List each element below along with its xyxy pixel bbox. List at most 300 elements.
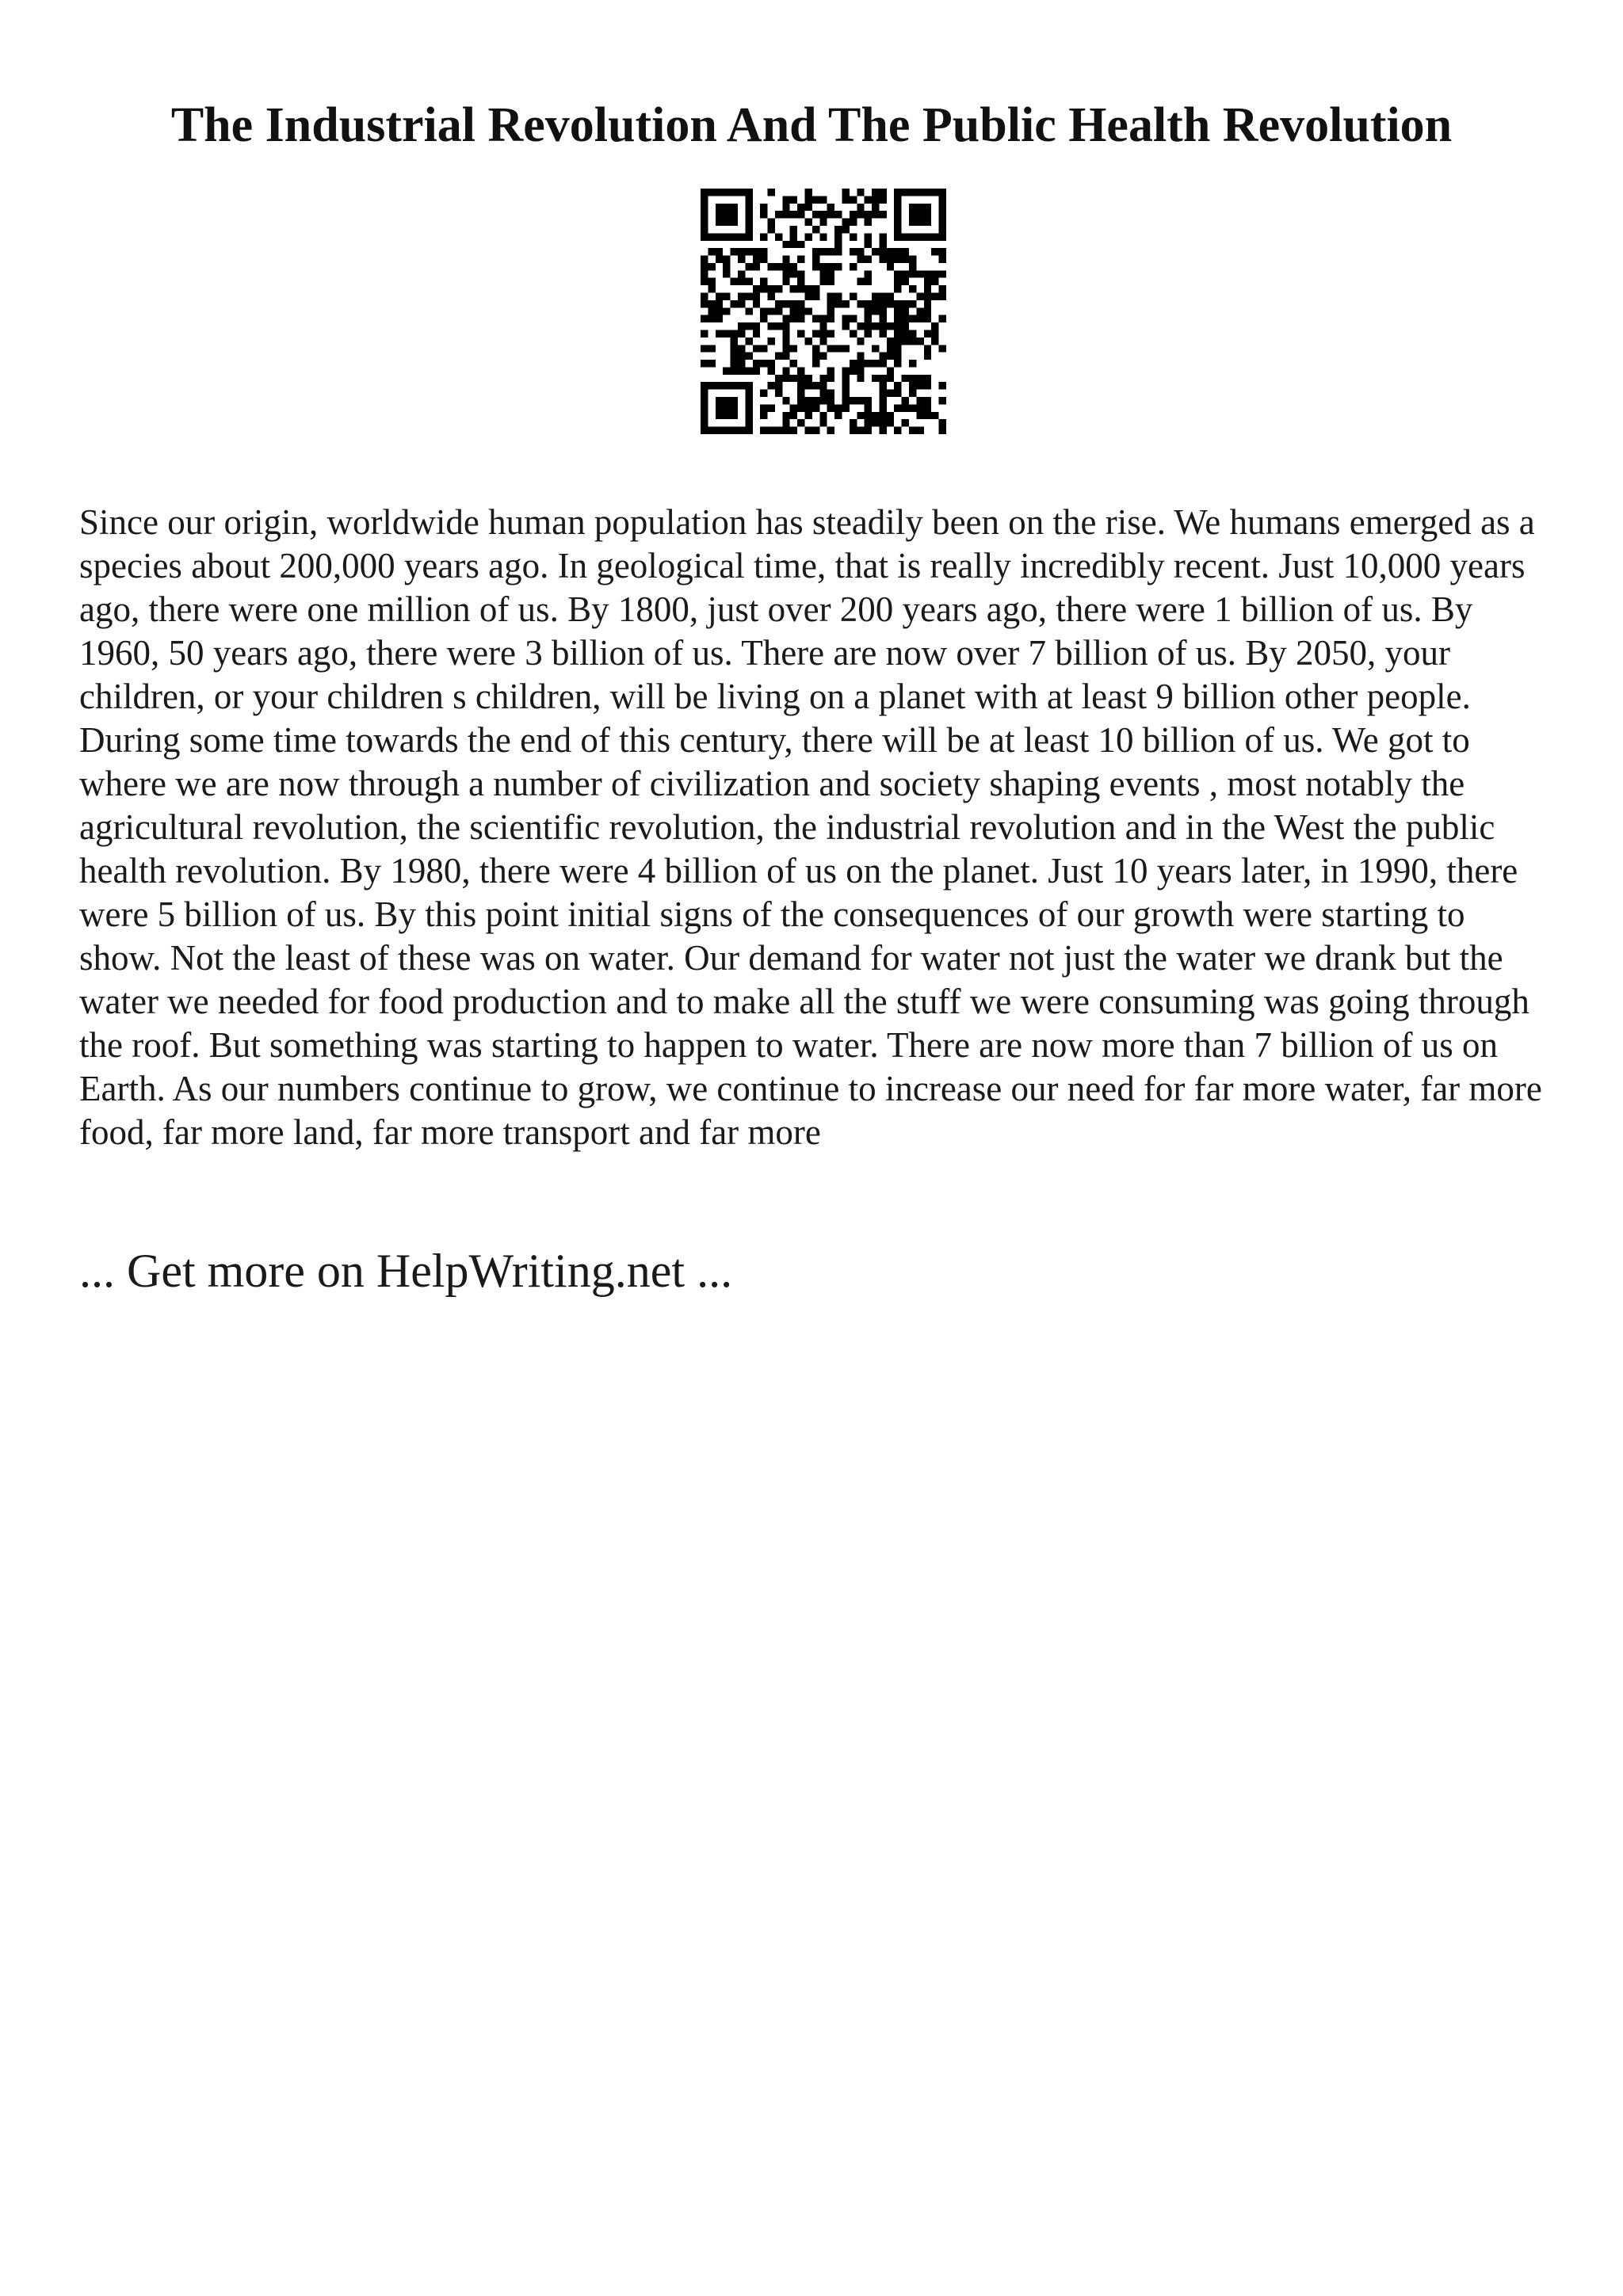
qr-module [842,226,849,233]
qr-module [738,322,745,330]
qr-module [701,196,708,203]
qr-module [701,397,708,404]
qr-module [723,270,730,277]
qr-module [865,412,872,419]
qr-module [924,382,931,389]
qr-module [924,412,931,419]
qr-module [924,204,931,211]
qr-module [902,397,909,404]
qr-module [857,322,864,330]
qr-module [782,419,789,426]
qr-module [708,278,715,285]
qr-module [716,315,723,322]
qr-module [819,211,827,218]
qr-module [819,196,827,203]
qr-module [850,233,857,240]
qr-module [902,270,909,277]
qr-module [924,315,931,322]
qr-module [894,345,901,352]
qr-module [701,345,708,352]
qr-module [745,196,752,203]
qr-module [716,412,723,419]
qr-module [819,322,827,330]
qr-module [887,412,894,419]
qr-module [887,353,894,360]
qr-module [731,360,738,367]
qr-module [745,278,752,285]
qr-module [768,226,775,233]
qr-module [782,375,789,382]
qr-module [782,427,789,434]
qr-module [872,375,879,382]
qr-module [850,248,857,255]
qr-module [894,360,901,367]
qr-module [716,307,723,315]
qr-module [939,204,946,211]
qr-module [768,404,775,411]
qr-module [939,270,946,277]
qr-module [865,307,872,315]
qr-module [834,211,842,218]
qr-module [738,427,745,434]
qr-module [909,360,916,367]
qr-module [924,397,931,404]
qr-module [916,397,923,404]
qr-module [782,345,789,352]
qr-module [812,427,819,434]
qr-module [768,427,775,434]
qr-module [916,293,923,300]
qr-module [879,382,886,389]
qr-module [805,375,812,382]
qr-module [701,293,708,300]
qr-module [716,189,723,196]
qr-module [924,293,931,300]
qr-code-graphic [701,189,946,434]
qr-module [716,256,723,263]
qr-module [842,345,849,352]
qr-module [775,382,782,389]
qr-module [797,330,804,337]
qr-module [797,270,804,277]
qr-module [745,419,752,426]
qr-module [879,412,886,419]
qr-module [894,330,901,337]
qr-module [716,330,723,337]
qr-module [827,263,834,270]
qr-module [701,270,708,277]
qr-module [805,307,812,315]
qr-module [887,367,894,374]
qr-module [782,241,789,248]
qr-module [701,315,708,322]
qr-module [760,360,767,367]
qr-module [909,285,916,292]
qr-module [723,293,730,300]
qr-module [827,330,834,337]
qr-module [753,293,760,300]
qr-module [819,382,827,389]
qr-module [790,241,797,248]
qr-module [916,307,923,315]
qr-module [909,315,916,322]
qr-module [738,353,745,360]
qr-module [865,256,872,263]
qr-module [902,338,909,345]
qr-module [731,397,738,404]
qr-module [790,300,797,307]
qr-module [939,189,946,196]
qr-module [716,248,723,255]
qr-module [931,338,938,345]
qr-module [797,307,804,315]
qr-module [827,204,834,211]
qr-module [797,367,804,374]
qr-module [865,219,872,226]
qr-module [819,263,827,270]
document-title: The Industrial Revolution And The Public Health Revolution [170,98,1453,152]
qr-module [842,382,849,389]
qr-module [753,322,760,330]
qr-module [842,322,849,330]
qr-module [753,330,760,337]
qr-module [939,397,946,404]
qr-module [745,293,752,300]
qr-module [827,427,834,434]
qr-module [924,189,931,196]
qr-module [745,397,752,404]
qr-module [850,263,857,270]
qr-module [701,412,708,419]
qr-module [797,397,804,404]
qr-module [924,307,931,315]
qr-module [819,270,827,277]
qr-module [887,338,894,345]
qr-module [916,375,923,382]
qr-module [708,307,715,315]
qr-module [909,300,916,307]
qr-module [775,322,782,330]
qr-module [716,397,723,404]
qr-module [782,353,789,360]
qr-module [708,233,715,240]
qr-module [872,307,879,315]
qr-module [768,338,775,345]
qr-module [731,353,738,360]
qr-module [731,248,738,255]
qr-module [902,307,909,315]
qr-module [731,233,738,240]
qr-module [797,211,804,218]
qr-module [738,248,745,255]
qr-module [924,330,931,337]
qr-module [902,300,909,307]
qr-module [768,360,775,367]
qr-module [819,338,827,345]
qr-module [827,278,834,285]
qr-module [827,293,834,300]
qr-module [827,367,834,374]
qr-module [857,353,864,360]
qr-module [760,278,767,285]
qr-module [812,256,819,263]
qr-module [797,404,804,411]
qr-module [909,330,916,337]
qr-module [939,315,946,322]
qr-module [857,360,864,367]
qr-module [902,248,909,255]
qr-module [924,219,931,226]
qr-module [894,196,901,203]
qr-module [708,315,715,322]
qr-module [827,211,834,218]
qr-module [865,322,872,330]
qr-module [909,375,916,382]
qr-module [805,293,812,300]
qr-module [716,300,723,307]
qr-module [753,360,760,367]
qr-module [909,404,916,411]
qr-module [760,285,767,292]
qr-module [760,248,767,255]
qr-module [894,189,901,196]
qr-module [701,300,708,307]
qr-module [931,412,938,419]
qr-module [708,427,715,434]
qr-module [701,419,708,426]
qr-module [797,375,804,382]
qr-module [731,382,738,389]
qr-module [879,375,886,382]
qr-module [872,360,879,367]
qr-module [782,211,789,218]
qr-module [939,226,946,233]
qr-module [931,233,938,240]
qr-module [924,375,931,382]
qr-module [894,285,901,292]
qr-module [745,427,752,434]
qr-module [701,404,708,411]
qr-module [768,219,775,226]
qr-module [819,315,827,322]
qr-module [782,263,789,270]
qr-module [842,196,849,203]
qr-module [805,427,812,434]
qr-module [731,367,738,374]
qr-module [768,293,775,300]
qr-module [865,300,872,307]
qr-module [812,404,819,411]
qr-module [879,189,886,196]
qr-module [723,204,730,211]
document-body: Since our origin, worldwide human population has steadily been on the rise. We humans emerged as a species about 200,000 years ago. In geological time, that is really incredibly recent. Just 10,000 years ago, there were one million of us. By 1800, just over 200 years ago, there were 1 billion of us. By 1960, 50 years ago, there were 3 billion of us. There are now over 7 billion of us. By 2050, your children, or your children s children, will be living on a planet with at least 9 billion other people. During some time towards the end of this century, there will be at least 10 billion of us. We got to where we are now through a number of civilization and society shaping events , most notably the agricultural revolution, the scientific revolution, the industrial revolution and in the West the public health revolution. By 1980, there were 4 billion of us on the planet. Just 10 years later, in 1990, there were 5 billion of us. By this point initial signs of the consequences of our growth were starting to show. Not the least of these was on water. Our demand for water not just the water we drank but the water we needed for food production and to make all the stuff we were consuming was going through the roof. But something was starting to happen to water. There are now more than 7 billion of us on Earth. As our numbers continue to grow, we continue to increase our need for far more water, far more food, far more land, far more transport and far more [79,502,1542,1152]
qr-module [797,285,804,292]
qr-module [723,256,730,263]
qr-module [723,263,730,270]
qr-module [879,241,886,248]
qr-module [894,390,901,397]
qr-module [857,248,864,255]
qr-module [797,382,804,389]
qr-module [894,226,901,233]
qr-module [857,300,864,307]
qr-module [902,256,909,263]
qr-module [768,382,775,389]
qr-module [790,226,797,233]
qr-module [894,219,901,226]
qr-module [834,226,842,233]
qr-module [850,427,857,434]
qr-module [782,270,789,277]
qr-module [790,360,797,367]
qr-module [760,390,767,397]
qr-module [731,204,738,211]
qr-module [701,226,708,233]
qr-module [745,204,752,211]
qr-module [827,248,834,255]
qr-module [887,375,894,382]
qr-module [812,196,819,203]
qr-module [716,233,723,240]
qr-module [842,300,849,307]
qr-module [894,307,901,315]
qr-module [745,248,752,255]
qr-module [909,263,916,270]
qr-module [723,382,730,389]
qr-module [879,353,886,360]
qr-module [812,285,819,292]
qr-module [790,211,797,218]
qr-module [723,397,730,404]
qr-module [939,233,946,240]
qr-module [805,338,812,345]
qr-module [731,412,738,419]
qr-module [894,211,901,218]
qr-module [894,427,901,434]
qr-module [916,412,923,419]
qr-module [760,204,767,211]
qr-module [857,397,864,404]
qr-module [708,248,715,255]
qr-module [827,345,834,352]
qr-module [797,278,804,285]
qr-module [723,211,730,218]
qr-module [894,278,901,285]
qr-module [887,390,894,397]
qr-module [797,204,804,211]
qr-module [916,270,923,277]
qr-code-icon[interactable] [701,189,946,434]
qr-module [924,300,931,307]
qr-module [819,278,827,285]
qr-module [753,263,760,270]
qr-module [775,375,782,382]
qr-module [939,196,946,203]
qr-module [812,353,819,360]
qr-module [909,390,916,397]
qr-module [879,397,886,404]
qr-module [894,256,901,263]
qr-module [865,427,872,434]
qr-module [782,330,789,337]
qr-module [716,204,723,211]
qr-module [812,382,819,389]
qr-module [753,256,760,263]
qr-module [812,211,819,218]
qr-module [716,211,723,218]
qr-module [909,256,916,263]
qr-module [916,338,923,345]
qr-module [887,419,894,426]
qr-module [790,270,797,277]
qr-module [745,307,752,315]
qr-module [819,412,827,419]
qr-module [909,382,916,389]
qr-module [850,419,857,426]
qr-module [939,248,946,255]
qr-module [879,390,886,397]
qr-module [857,412,864,419]
qr-module [775,307,782,315]
qr-module [916,382,923,389]
qr-module [879,300,886,307]
qr-module [790,375,797,382]
qr-module [894,300,901,307]
qr-module [894,248,901,255]
qr-module [731,189,738,196]
qr-module [827,375,834,382]
qr-module [797,315,804,322]
qr-module [805,196,812,203]
qr-module [827,397,834,404]
qr-module [708,382,715,389]
qr-module [701,211,708,218]
qr-module [865,278,872,285]
qr-module [909,204,916,211]
qr-module [797,300,804,307]
qr-module [857,338,864,345]
qr-module [782,338,789,345]
qr-module [716,293,723,300]
qr-module [924,211,931,218]
qr-module [819,375,827,382]
qr-module [819,397,827,404]
qr-module [894,353,901,360]
qr-module [797,241,804,248]
qr-module [842,219,849,226]
qr-module [850,360,857,367]
qr-module [701,263,708,270]
qr-module [850,219,857,226]
qr-module [723,307,730,315]
qr-module [850,330,857,337]
qr-module [931,322,938,330]
qr-module [865,270,872,277]
qr-module [760,211,767,218]
qr-module [782,300,789,307]
qr-module [812,263,819,270]
qr-module [716,404,723,411]
qr-module [745,412,752,419]
qr-module [865,211,872,218]
qr-module [738,189,745,196]
qr-module [916,211,923,218]
qr-module [931,330,938,337]
qr-module [879,360,886,367]
qr-module [916,233,923,240]
qr-module [894,315,901,322]
get-more-link[interactable]: ... Get more on HelpWriting.net ... [79,1245,733,1297]
